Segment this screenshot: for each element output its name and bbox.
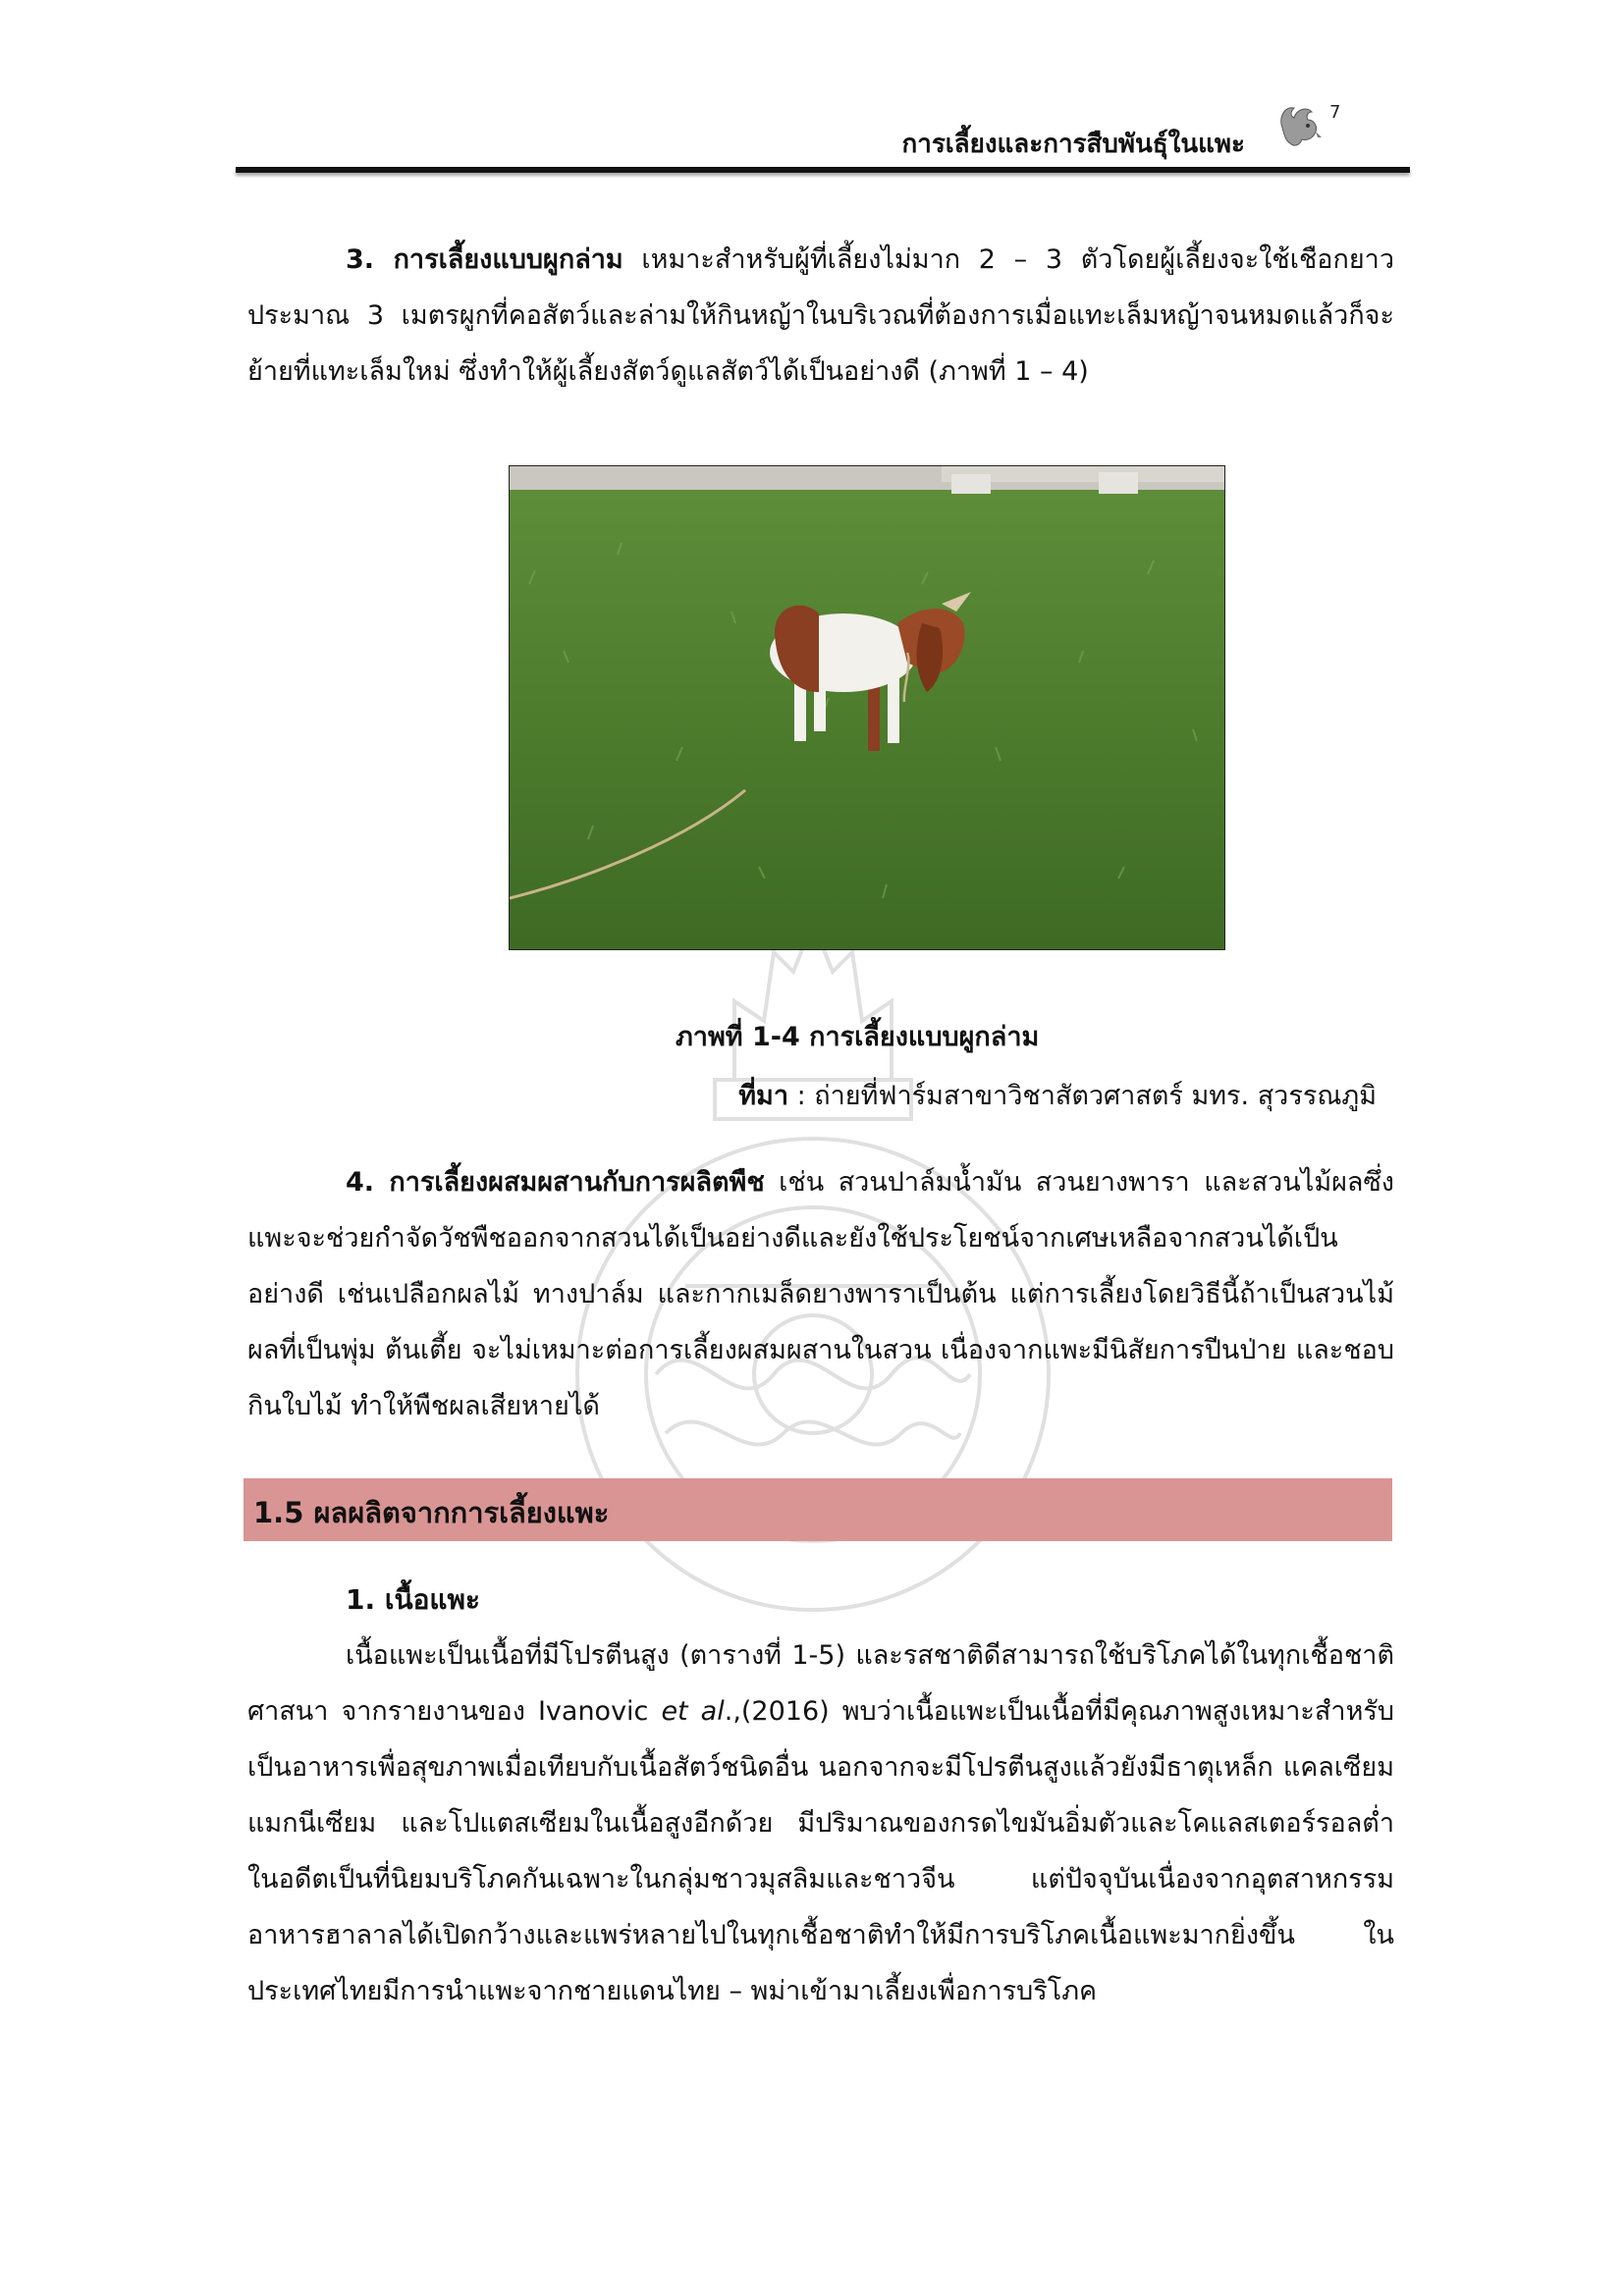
- goat-tethered-photo: [509, 465, 1225, 950]
- figure-source-text: : ถ่ายที่ฟาร์มสาขาวิชาสัตวศาสตร์ มทร. สุวรรณภูมิ: [788, 1081, 1377, 1111]
- paragraph-tethered-raising: [247, 232, 1394, 400]
- paragraph-text-after: .,(2016) พบว่าเนื้อแพะเป็นเนื้อที่มีคุณภาพสูงเหมาะสำหรับเป็นอาหารเพื่อสุขภาพเมื่อเทียบกับเนื้อสัตว์ชนิดอื่น นอกจากจะมีโปรตีนสูงแล้วยังมีธาตุเหล็ก แคลเซียม แมกนีเซียม และโปแตสเซียมในเนื้อสูงอีกด้วย มีปริมาณของกรดไขมันอิ่มตัวและโคแลสเตอร์รอลต่ำ ในอดีตเป็นที่นิยมบริโภคกันเฉพาะในกลุ่มชาวมุสลิมและชาวจีน แต่ปัจจุบันเนื่องจากอุตสาหกรรมอาหารฮาลาลได้เปิดกว้างและแพร่หลายไปในทุกเชื้อชาติทำให้มีการบริโภคเนื้อแพะมากยิ่งขึ้น ในประเทศไทยมีการนำแพะจากชายแดนไทย – พม่าเข้ามาเลี้ยงเพื่อการบริโภค: [247, 1696, 1395, 2006]
- paragraph-goat-meat: [247, 1628, 1394, 2019]
- running-header-title: การเลี้ยงและการสืบพันธุ์ในแพะ: [901, 130, 1245, 159]
- paragraph-text-before: เนื้อแพะเป็นเนื้อที่มีโปรตีนสูง (ตารางที่ 1-5) และรสชาติดีสามารถใช้บริโภคได้ในทุกเชื้อชาติศาสนา จากรายงานของ Ivanovic: [247, 1640, 1394, 1727]
- paragraph-lead: 4. การเลี้ยงผสมผสานกับการผลิตพืช: [346, 1167, 765, 1198]
- header-rule: [236, 167, 1410, 173]
- paragraph-lead: 3. การเลี้ยงแบบผูกล่าม: [346, 244, 623, 275]
- paragraph-text: เช่น สวนปาล์มน้ำมัน สวนยางพารา และสวนไม้ผลซึ่งแพะจะช่วยกำจัดวัชพืชออกจากสวนได้เป็นอย่างดีและยังใช้ประโยชน์จากเศษเหลือจากสวนได้เป็นอย่างดี เช่นเปลือกผลไม้ ทางปาล์ม และกากเมล็ดยางพาราเป็นต้น แต่การเลี้ยงโดยวิธีนี้ถ้าเป็นสวนไม้ผลที่เป็นพุ่ม ต้นเตี้ย จะไม่เหมาะต่อการเลี้ยงผสมผสานในสวน เนื่องจากแพะมีนิสัยการปีนป่าย และชอบกินใบไม้ ทำให้พืชผลเสียหายได้: [247, 1167, 1394, 1421]
- figure-source: [738, 1074, 1377, 1116]
- goat-head-icon: [1272, 98, 1326, 151]
- subsection-title: 1. เนื้อแพะ: [346, 1583, 480, 1616]
- paragraph-italic-et-al: et al: [661, 1696, 725, 1727]
- page-number: 7: [1329, 102, 1341, 123]
- figure-source-label: ที่มา: [738, 1081, 788, 1111]
- paragraph-text: เหมาะสำหรับผู้ที่เลี้ยงไม่มาก 2 – 3 ตัวโดยผู้เลี้ยงจะใช้เชือกยาวประมาณ 3 เมตรผูกที่คอสัตว์และล่ามให้กินหญ้าในบริเวณที่ต้องการเมื่อแทะเล็มหญ้าจนหมดแล้วก็จะย้ายที่แทะเล็มใหม่ ซึ่งทำให้ผู้เลี้ยงสัตว์ดูแลสัตว์ได้เป็นอย่างดี (ภาพที่ 1 – 4): [247, 244, 1394, 387]
- paragraph-integrated-crop-raising: [247, 1154, 1394, 1434]
- figure-caption: ภาพที่ 1-4 การเลี้ยงแบบผูกล่าม: [676, 1022, 1040, 1052]
- section-heading-bar: [244, 1478, 1392, 1541]
- section-title: 1.5 ผลผลิตจากการเลี้ยงแพะ: [253, 1496, 610, 1529]
